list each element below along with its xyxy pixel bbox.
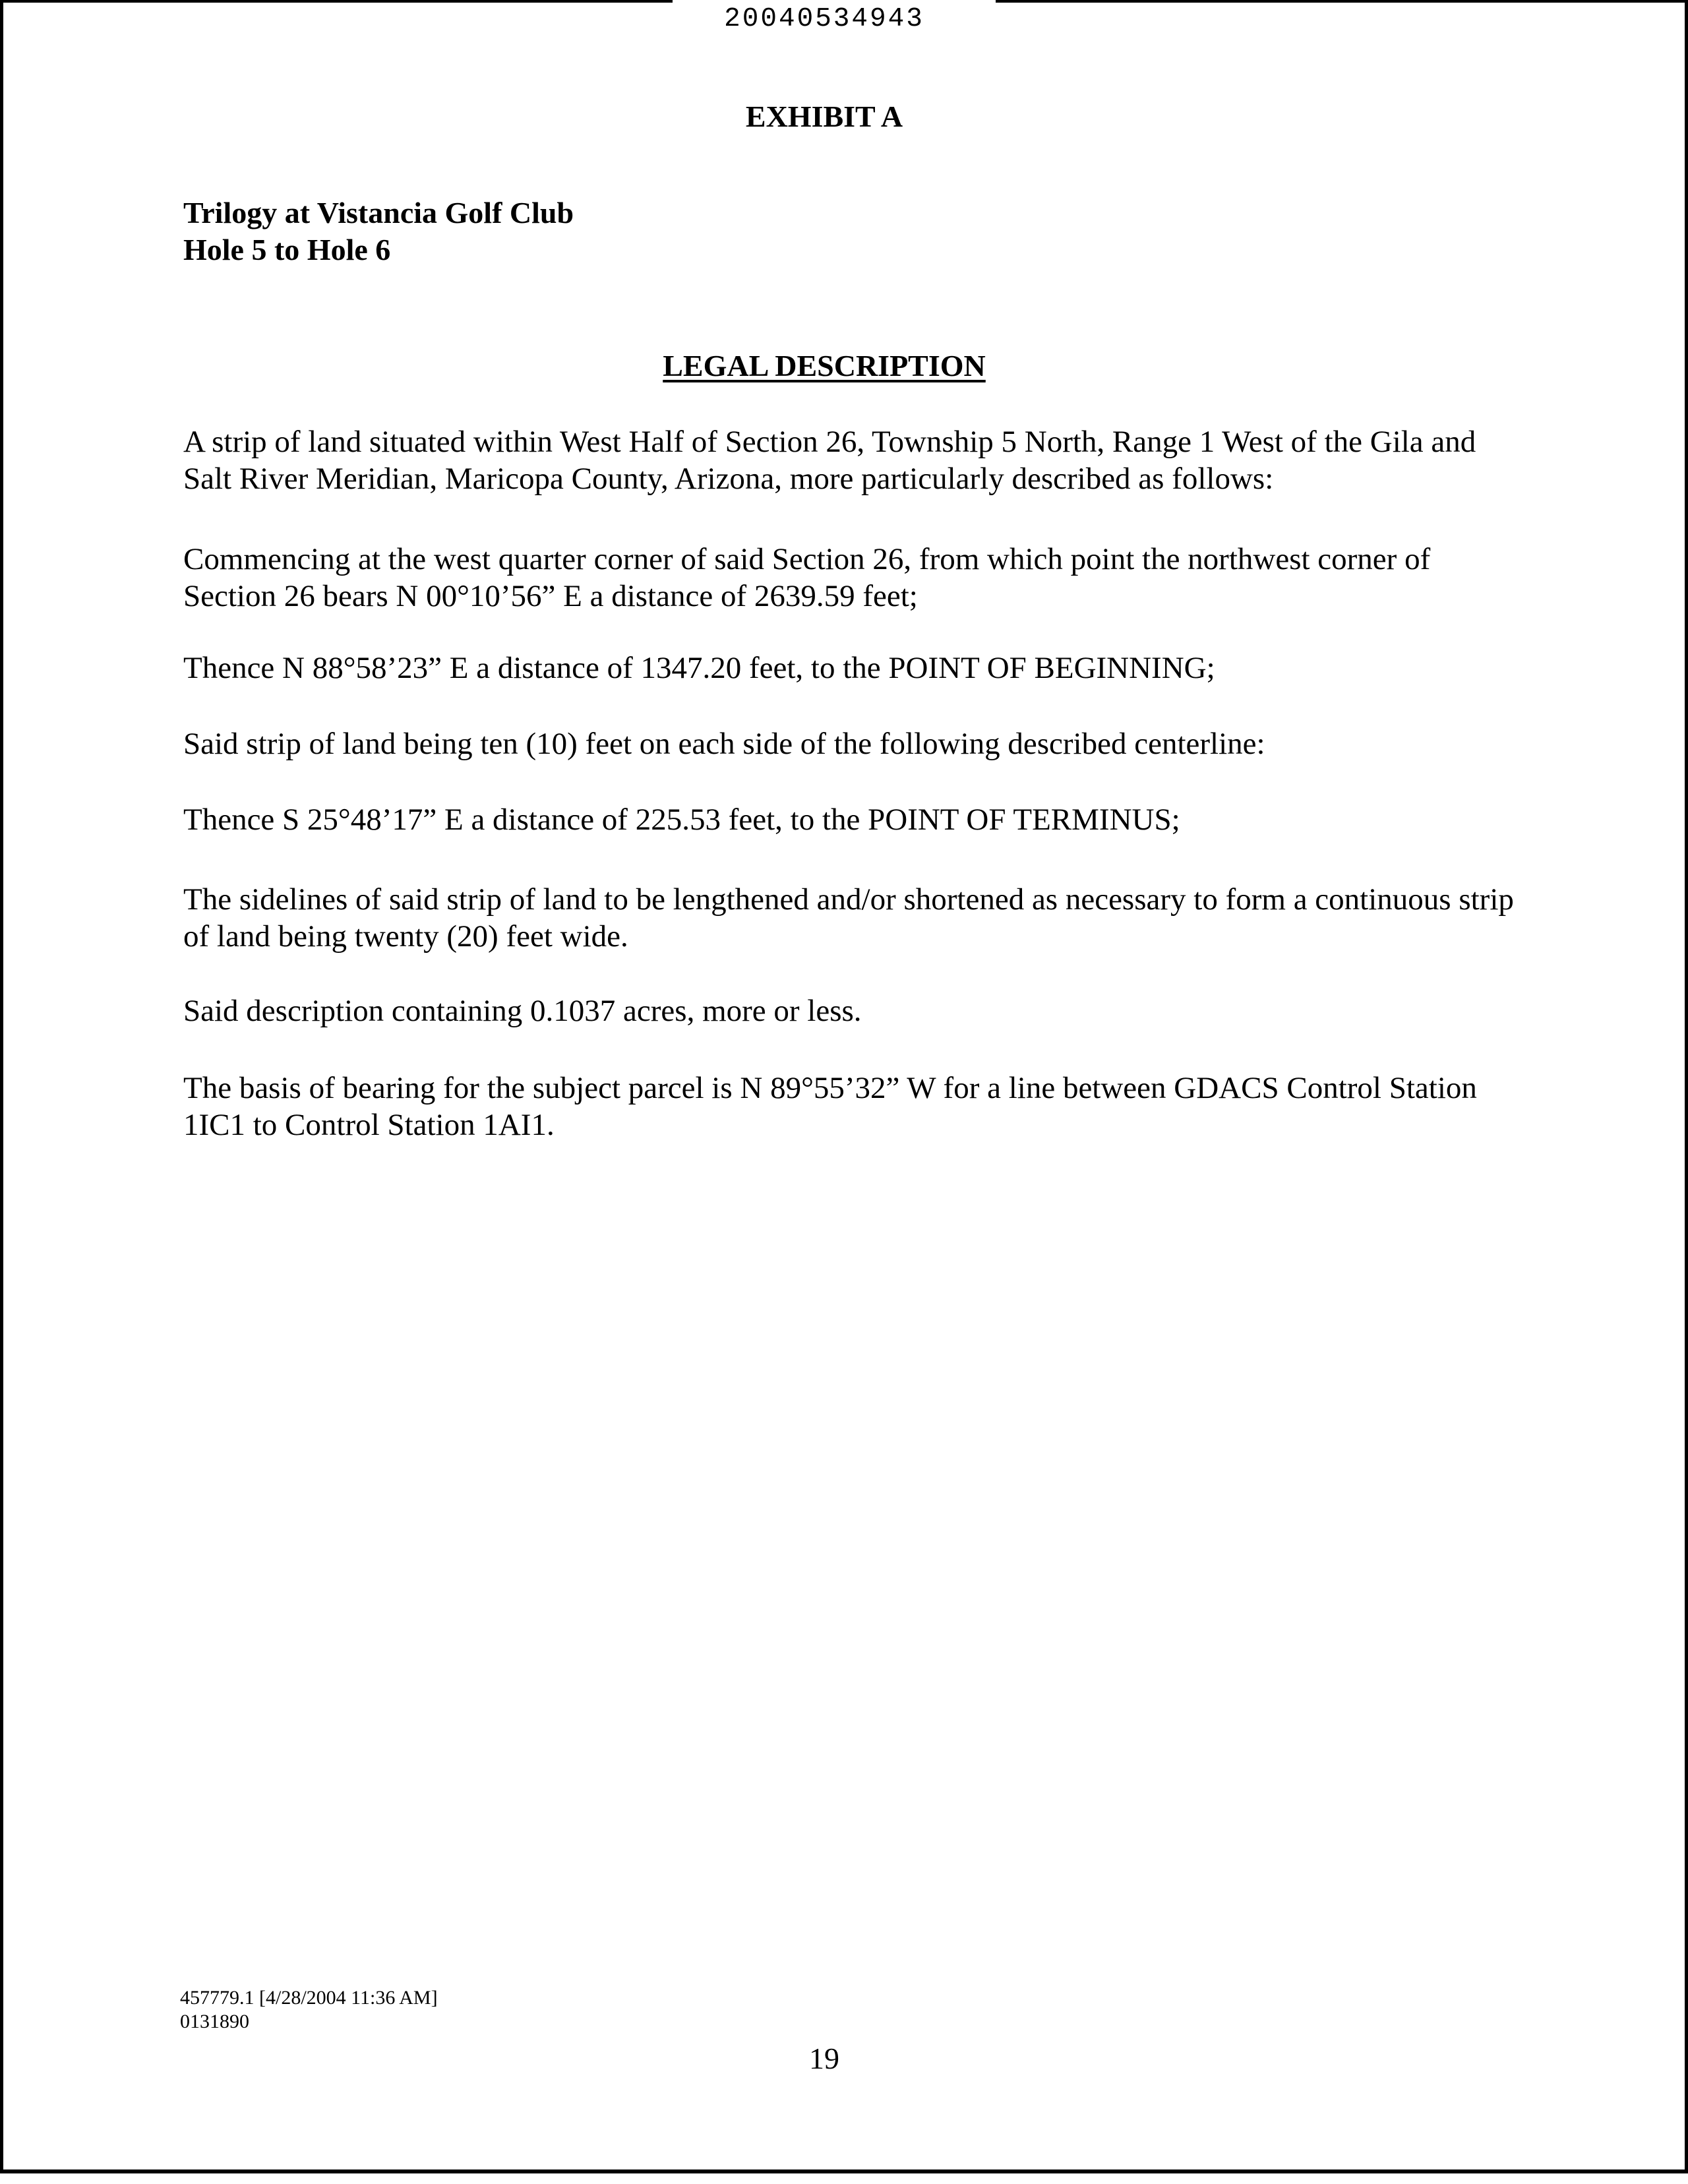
paragraph-text: Commencing at the west quarter corner of said Section 26, from which point the northwest corner of Section 26 bears N 00°10’56” E a distance of 2639.59 feet; [183,542,1431,613]
paragraph-strip-width [183,725,1528,762]
paragraph-text: Thence N 88°58’23” E a distance of 1347.20 feet, to the POINT OF BEGINNING; [183,651,1215,685]
footer-reference [180,1986,438,2034]
paragraph-text: Said strip of land being ten (10) feet on each side of the following described centerline: [183,727,1265,761]
page-border-left [0,0,3,2173]
paragraph-basis-of-bearing [183,1070,1528,1143]
paragraph-text: The sidelines of said strip of land to be lengthened and/or shortened as necessary to form a continuous strip of land being twenty (20) feet wide. [183,882,1514,954]
page-border-right [1685,0,1688,2173]
section-heading: LEGAL DESCRIPTION [663,349,986,382]
exhibit-title: EXHIBIT A [745,100,903,133]
paragraph-text: The basis of bearing for the subject parcel is N 89°55’32” W for a line between GDACS Control Station 1IC1 to Control Station 1AI1. [183,1071,1477,1142]
recording-number: 20040534943 [724,4,924,34]
footer-reference-line-2: 0131890 [180,2011,249,2032]
paragraph-text: Thence S 25°48’17” E a distance of 225.53 feet, to the POINT OF TERMINUS; [183,803,1180,837]
page-border-top-left [0,0,673,3]
page-number: 19 [809,2042,839,2075]
paragraph-text: Said description containing 0.1037 acres, more or less. [183,994,862,1028]
page-border-bottom [0,2169,1688,2173]
subtitle-line-2: Hole 5 to Hole 6 [183,233,391,266]
subtitle-line-1: Trilogy at Vistancia Golf Club [183,196,574,229]
page-border-top-right [996,0,1688,3]
paragraph-sidelines [183,881,1528,955]
paragraph-commencing [183,541,1528,615]
paragraph-acreage [183,992,1528,1029]
paragraph-point-of-beginning [183,650,1528,686]
paragraph-text: A strip of land situated within West Half of Section 26, Township 5 North, Range 1 West of the Gila and Salt River Meridian, Maricopa County, Arizona, more particularly described as follows: [183,425,1476,496]
paragraph-location [183,423,1528,497]
footer-reference-line-1: 457779.1 [4/28/2004 11:36 AM] [180,1987,438,2009]
document-subtitle [183,195,574,268]
paragraph-point-of-terminus [183,801,1528,838]
